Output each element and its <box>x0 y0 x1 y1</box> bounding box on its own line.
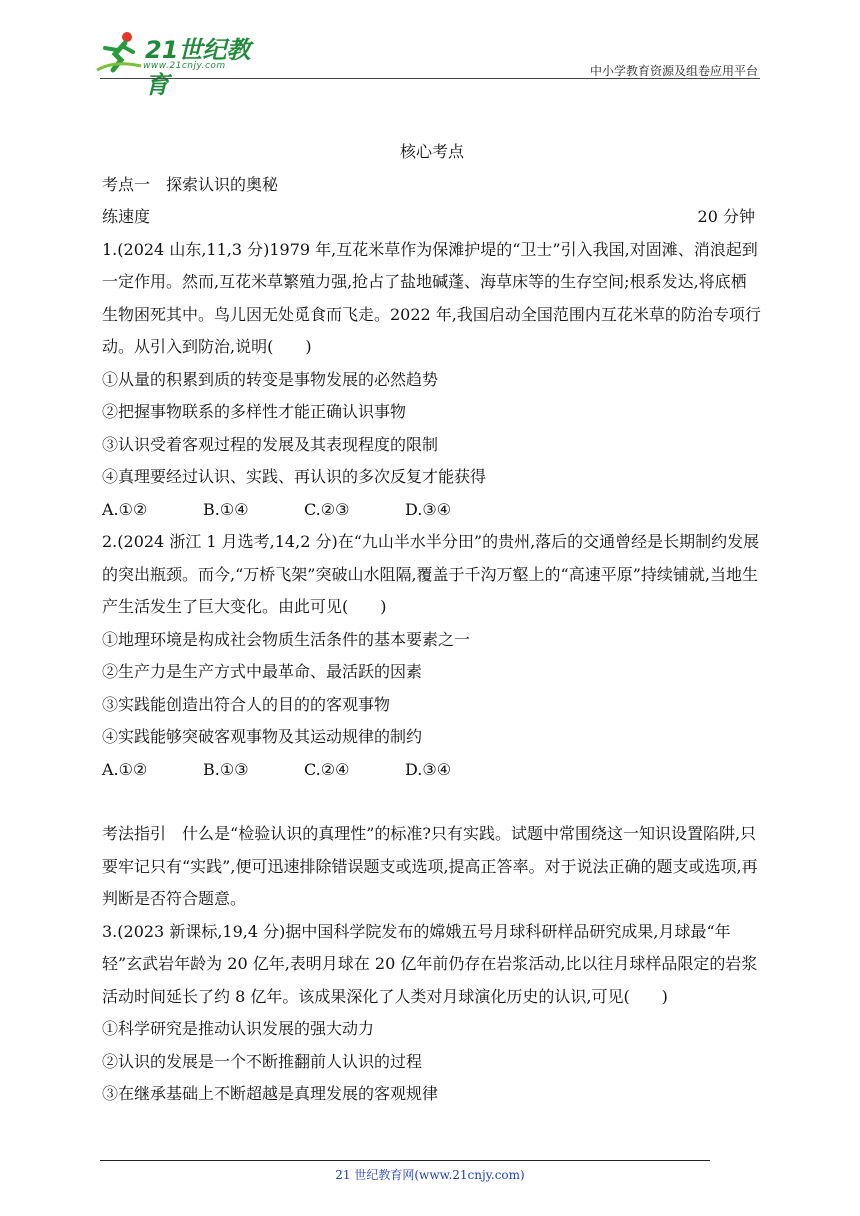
statement-item: ④真理要经过认识、实践、再认识的多次反复才能获得 <box>102 467 487 486</box>
practice-row <box>102 201 762 234</box>
option-d[interactable]: D.③④ <box>405 759 452 779</box>
statement-item: ①地理环境是构成社会物质生活条件的基本要素之一 <box>102 629 471 649</box>
spacer <box>102 786 762 818</box>
statement-item: ①科学研究是推动认识发展的强大动力 <box>102 1019 375 1038</box>
statement-item: ③实践能创造出符合人的目的的客观事物 <box>102 694 391 714</box>
option-b[interactable]: B.①③ <box>203 759 249 779</box>
statement-item: ④实践能够突破客观事物及其运动规律的制约 <box>102 727 423 746</box>
question-stem: 3.(2023 新课标,19,4 分)据中国科学院发布的嫦娥五号月球科研样品研究成果,月球最“年轻”玄武岩年龄为 20 亿年,表明月球在 20 亿年前仍存在岩浆活动,比以往月球样品限定的岩浆活动时间延长了约 8 亿年。该成果深化了人类对月球演化历史的认识,可见( ) <box>102 921 758 1006</box>
statement-item: ①从量的积累到质的转变是事物发展的必然趋势 <box>102 369 439 389</box>
statement-item: ③在继承基础上不断超越是真理发展的客观规律 <box>102 1084 439 1103</box>
tip-label: 考法指引 <box>102 824 167 843</box>
question-2 <box>102 526 762 786</box>
statement-item: ②把握事物联系的多样性才能正确认识事物 <box>102 402 407 421</box>
runner-icon <box>95 30 143 74</box>
option-a[interactable]: A.①② <box>102 499 148 519</box>
section-name: 探索认识的奥秘 <box>166 174 279 194</box>
option-d[interactable]: D.③④ <box>405 499 452 519</box>
page-header <box>0 0 860 99</box>
option-c[interactable]: C.②④ <box>304 759 350 779</box>
option-a[interactable]: A.①② <box>102 759 148 779</box>
answer-options <box>102 494 762 527</box>
practice-time: 20 分钟 <box>697 207 755 226</box>
page-footer[interactable]: 21 世纪教育网(www.21cnjy.com) <box>335 1168 525 1182</box>
logo-text: 21世纪教育 <box>145 36 251 99</box>
statement-item: ②生产力是生产方式中最革命、最活跃的因素 <box>102 662 423 681</box>
platform-name: 中小学教育资源及组卷应用平台 <box>589 64 758 78</box>
question-stem: 1.(2024 山东,11,3 分)1979 年,互花米草作为保滩护堤的“卫士”引入我国,对固滩、消浪起到一定作用。然而,互花米草繁殖力强,抢占了盐地碱蓬、海草床等的生存空间;根系发达,将底栖生物困死其中。鸟儿因无处觅食而飞走。2022 年,我国启动全国范围内互花米草的防治专项行动。从引入到防治,说明( ) <box>102 239 761 356</box>
question-stem: 2.(2024 浙江 1 月选考,14,2 分)在“九山半水半分田”的贵州,落后的交通曾经是长期制约发展的突出瓶颈。而今,“万桥飞架”突破山水阻隔,覆盖于千沟万壑上的“高速平原”持续铺就,当地生产生活发生了巨大变化。由此可见( ) <box>102 532 760 616</box>
option-b[interactable]: B.①④ <box>203 499 249 519</box>
main-content <box>102 136 762 1111</box>
exam-tip <box>102 818 762 916</box>
footer-divider <box>100 1160 710 1161</box>
section-label: 考点一 <box>102 174 151 194</box>
section-heading <box>102 169 762 202</box>
header-divider <box>100 78 760 79</box>
tip-text: 什么是“检验认识的真理性”的标准?只有实践。试题中常围绕这一知识设置陷阱,只要牢记只有“实践”,便可迅速排除错误题支或选项,提高正答率。对于说法正确的题支或选项,再判断是否符合题意。 <box>102 824 758 908</box>
statement-item: ③认识受着客观过程的发展及其表现程度的限制 <box>102 434 439 454</box>
option-c[interactable]: C.②③ <box>304 499 350 519</box>
practice-label: 练速度 <box>102 207 151 226</box>
answer-options <box>102 754 762 787</box>
logo-url: www.21cnjy.com <box>143 61 226 71</box>
site-logo[interactable] <box>95 30 265 99</box>
page-title: 核心考点 <box>399 142 464 161</box>
question-1 <box>102 234 762 527</box>
statement-item: ②认识的发展是一个不断推翻前人认识的过程 <box>102 1051 423 1071</box>
question-3 <box>102 916 762 1111</box>
